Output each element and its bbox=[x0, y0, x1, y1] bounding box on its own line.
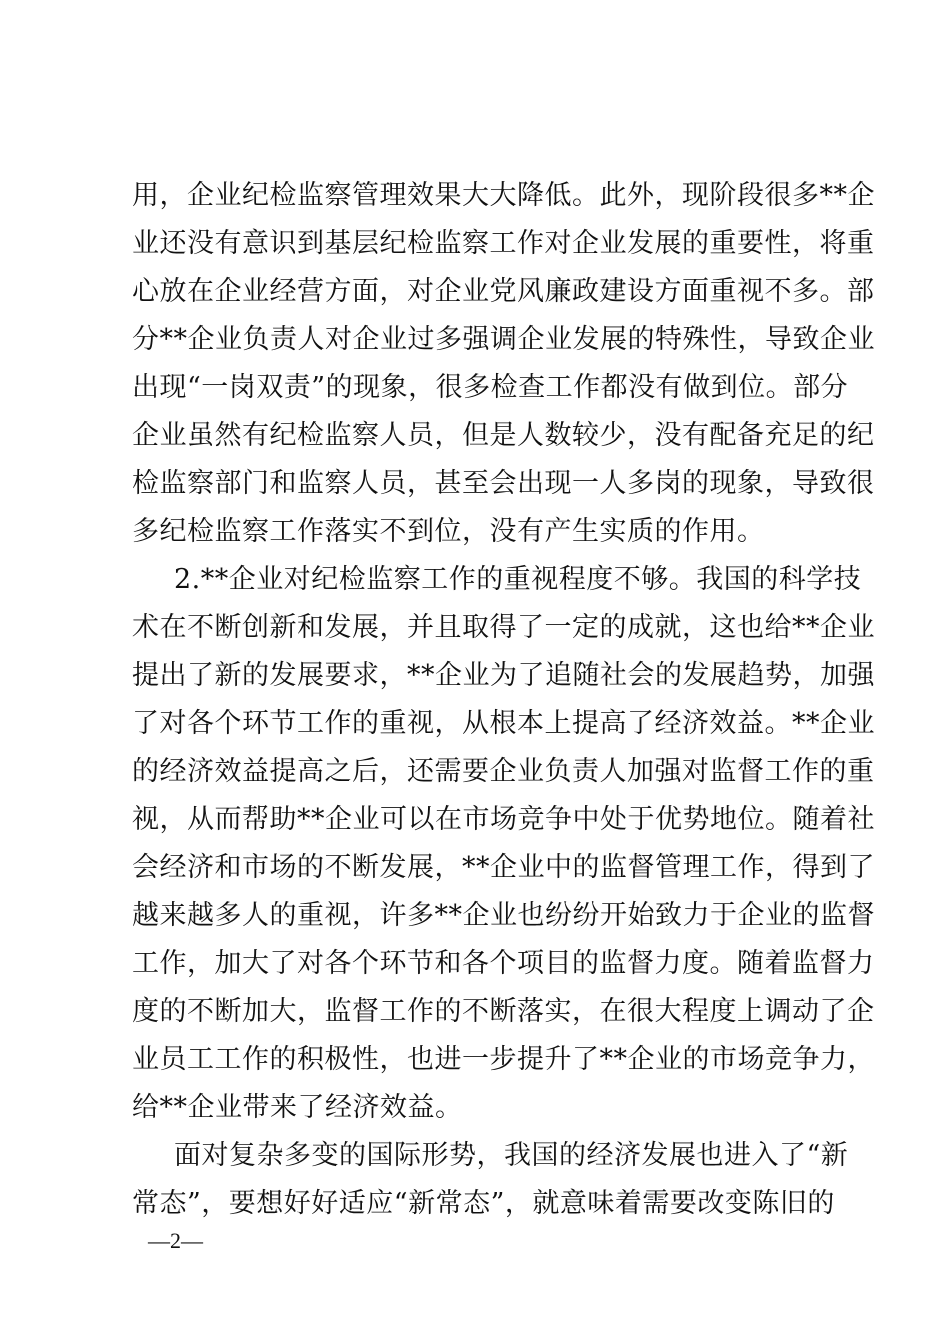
page-number: —2— bbox=[148, 1228, 203, 1253]
paragraph-2-line-1: 2.**企业对纪检监察工作的重视程度不够。我国的科学技 bbox=[174, 564, 862, 595]
paragraph-1-line-7: 检监察部门和监察人员，甚至会出现一人多岗的现象，导致很 bbox=[132, 468, 875, 499]
paragraph-2-line-12: 给**企业带来了经济效益。 bbox=[132, 1092, 463, 1123]
paragraph-1-line-8: 多纪检监察工作落实不到位，没有产生实质的作用。 bbox=[132, 516, 765, 547]
paragraph-1-line-2: 业还没有意识到基层纪检监察工作对企业发展的重要性，将重 bbox=[132, 228, 875, 259]
paragraph-2-line-11: 业员工工作的积极性，也进一步提升了**企业的市场竞争力， bbox=[132, 1044, 875, 1075]
paragraph-2-line-3: 提出了新的发展要求，**企业为了追随社会的发展趋势，加强 bbox=[132, 660, 875, 691]
paragraph-3-line-1: 面对复杂多变的国际形势，我国的经济发展也进入了“新 bbox=[174, 1140, 849, 1171]
paragraph-2-line-9: 工作，加大了对各个环节和各个项目的监督力度。随着监督力 bbox=[132, 948, 875, 979]
paragraph-1-line-4: 分**企业负责人对企业过多强调企业发展的特殊性，导致企业 bbox=[132, 324, 875, 355]
paragraph-2-line-10: 度的不断加大，监督工作的不断落实，在很大程度上调动了企 bbox=[132, 996, 875, 1027]
paragraph-1-line-3: 心放在企业经营方面，对企业党风廉政建设方面重视不多。部 bbox=[132, 276, 875, 307]
paragraph-2-line-2: 术在不断创新和发展，并且取得了一定的成就，这也给**企业 bbox=[132, 612, 875, 643]
paragraph-2-line-8: 越来越多人的重视，许多**企业也纷纷开始致力于企业的监督 bbox=[132, 900, 875, 931]
paragraph-1-line-1: 用，企业纪检监察管理效果大大降低。此外，现阶段很多**企 bbox=[132, 180, 875, 211]
paragraph-2-line-6: 视，从而帮助**企业可以在市场竞争中处于优势地位。随着社 bbox=[132, 804, 875, 835]
paragraph-1-line-5: 出现“一岗双责”的现象，很多检查工作都没有做到位。部分 bbox=[132, 372, 849, 403]
paragraph-1-line-6: 企业虽然有纪检监察人员，但是人数较少，没有配备充足的纪 bbox=[132, 420, 875, 451]
paragraph-3-line-2: 常态”，要想好好适应“新常态”，就意味着需要改变陈旧的 bbox=[132, 1188, 835, 1219]
paragraph-2-line-4: 了对各个环节工作的重视，从根本上提高了经济效益。**企业 bbox=[132, 708, 875, 739]
paragraph-2-line-7: 会经济和市场的不断发展，**企业中的监督管理工作，得到了 bbox=[132, 852, 875, 883]
paragraph-2-line-5: 的经济效益提高之后，还需要企业负责人加强对监督工作的重 bbox=[132, 756, 875, 787]
